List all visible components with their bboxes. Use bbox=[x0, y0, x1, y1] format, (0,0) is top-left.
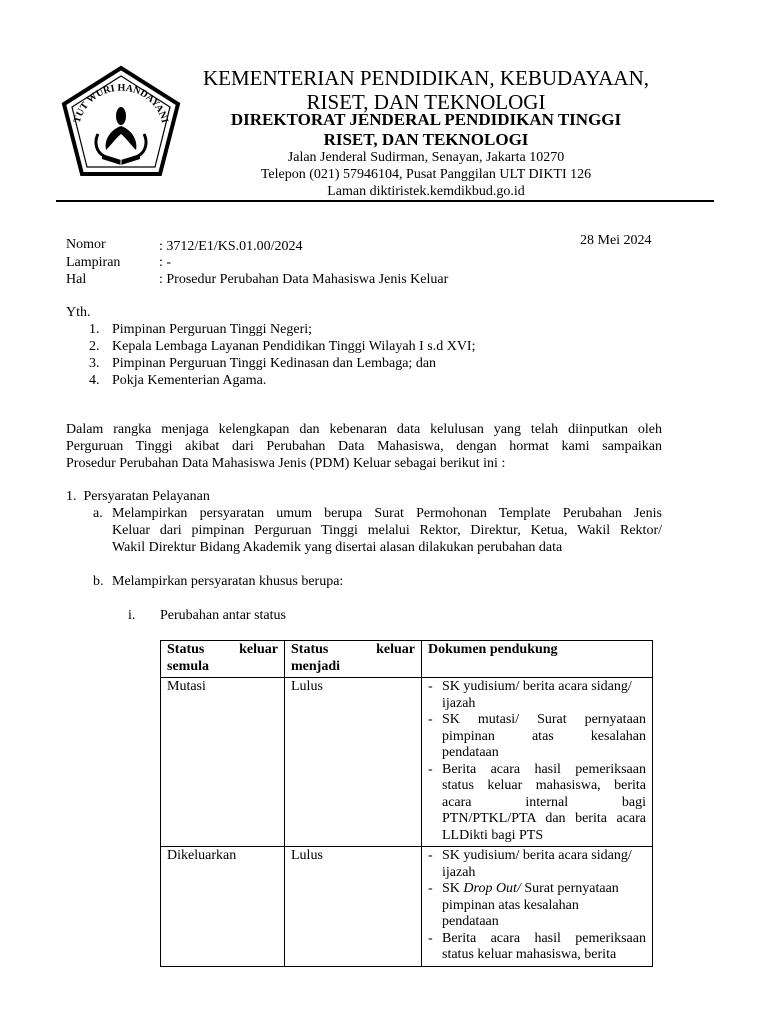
nomor-value: : 3712/E1/KS.01.00/2024 bbox=[159, 239, 303, 254]
logo-motto: TUT WURI HANDAYANI bbox=[71, 82, 171, 125]
cell-to: Lulus bbox=[285, 847, 422, 967]
directorate-name-line1: DIREKTORAT JENDERAL PENDIDIKAN TINGGI bbox=[230, 110, 622, 129]
address: Jalan Jenderal Sudirman, Senayan, Jakarta 10270 bbox=[287, 150, 565, 165]
tut-wuri-handayani-logo bbox=[58, 64, 184, 184]
cell-from: Mutasi bbox=[161, 678, 285, 847]
hal-value: : Prosedur Perubahan Data Mahasiswa Jenis Keluar bbox=[159, 272, 449, 287]
recipient-item: Pimpinan Perguruan Tinggi Negeri; bbox=[112, 322, 313, 337]
phone: Telepon (021) 57946104, Pusat Panggilan ULT DIKTI 126 bbox=[260, 167, 592, 182]
document-item: - Berita acara hasil pemeriksaan status keluar mahasiswa, berita acara internal bagi PTN/PTKL/PTA dan berita acara LLDikti bagi PTS bbox=[428, 762, 646, 845]
header-status-menjadi: Status keluar menjadi bbox=[285, 641, 422, 678]
cell-documents bbox=[422, 847, 653, 967]
cell-documents bbox=[422, 678, 653, 847]
item-a-label: a. bbox=[93, 506, 103, 521]
document-item: - SK Drop Out/ Surat pernyataan pimpinan atas kesalahan pendataan bbox=[428, 881, 646, 931]
table-row bbox=[161, 847, 653, 967]
intro-line-2: Perguruan Tinggi akibat dari Perubahan Data Mahasiswa, dengan hormat kami sampaikan bbox=[66, 439, 662, 454]
lampiran-value: : - bbox=[159, 255, 172, 270]
intro-line-3: Prosedur Perubahan Data Mahasiswa Jenis (PDM) Keluar sebagai berikut ini : bbox=[66, 456, 506, 471]
item-i-label: i. bbox=[128, 608, 136, 623]
table-header-row bbox=[161, 641, 653, 678]
ministry-name-line1: KEMENTERIAN PENDIDIKAN, KEBUDAYAAN, bbox=[202, 66, 650, 90]
item-a-line-1: Melampirkan persyaratan umum berupa Surat Permohonan Template Perubahan Jenis bbox=[112, 506, 662, 521]
ministry-name-line2: RISET, DAN TEKNOLOGI bbox=[306, 90, 546, 114]
lampiran-label: Lampiran bbox=[66, 255, 121, 270]
item-b-text: Melampirkan persyaratan khusus berupa: bbox=[112, 574, 344, 589]
recipient-num: 1. bbox=[89, 322, 100, 337]
item-i-text: Perubahan antar status bbox=[160, 608, 286, 623]
recipient-item: Pokja Kementerian Agama. bbox=[112, 373, 267, 388]
item-b-label: b. bbox=[93, 574, 104, 589]
header-status-semula: Status keluar semula bbox=[161, 641, 285, 678]
status-change-table bbox=[160, 640, 653, 967]
recipient-num: 3. bbox=[89, 356, 100, 371]
item-a-line-2: Keluar dari pimpinan Perguruan Tinggi melalui Rektor, Direktur, Ketua, Wakil Rektor/ bbox=[112, 523, 662, 538]
document-item: - SK mutasi/ Surat pernyataan pimpinan atas kesalahan pendataan bbox=[428, 712, 646, 762]
hal-label: Hal bbox=[66, 272, 87, 287]
recipient-num: 2. bbox=[89, 339, 100, 354]
section-heading: 1. Persyaratan Pelayanan bbox=[66, 489, 210, 504]
intro-line-1: Dalam rangka menjaga kelengkapan dan kebenaran data kelulusan yang telah diinputkan oleh bbox=[66, 422, 662, 437]
recipient-item: Pimpinan Perguruan Tinggi Kedinasan dan Lembaga; dan bbox=[112, 356, 437, 371]
directorate-name-line2: RISET, DAN TEKNOLOGI bbox=[323, 130, 529, 149]
nomor-label: Nomor bbox=[66, 237, 106, 252]
table-row bbox=[161, 678, 653, 847]
cell-from: Dikeluarkan bbox=[161, 847, 285, 967]
letter-date: 28 Mei 2024 bbox=[580, 233, 652, 248]
cell-to: Lulus bbox=[285, 678, 422, 847]
letterhead-divider bbox=[56, 200, 714, 202]
header-dokumen: Dokumen pendukung bbox=[422, 641, 653, 678]
item-a-line-3: Wakil Direktur Bidang Akademik yang disertai alasan dilakukan perubahan data bbox=[112, 540, 563, 555]
recipient-item: Kepala Lembaga Layanan Pendidikan Tinggi Wilayah I s.d XVI; bbox=[112, 339, 476, 354]
document-item: - SK yudisium/ berita acara sidang/ ijazah bbox=[428, 679, 646, 712]
document-item: - Berita acara hasil pemeriksaan status keluar mahasiswa, berita bbox=[428, 931, 646, 964]
website: Laman diktiristek.kemdikbud.go.id bbox=[327, 184, 525, 199]
greeting: Yth. bbox=[66, 305, 91, 320]
recipient-num: 4. bbox=[89, 373, 100, 388]
document-item: - SK yudisium/ berita acara sidang/ ijazah bbox=[428, 848, 646, 881]
